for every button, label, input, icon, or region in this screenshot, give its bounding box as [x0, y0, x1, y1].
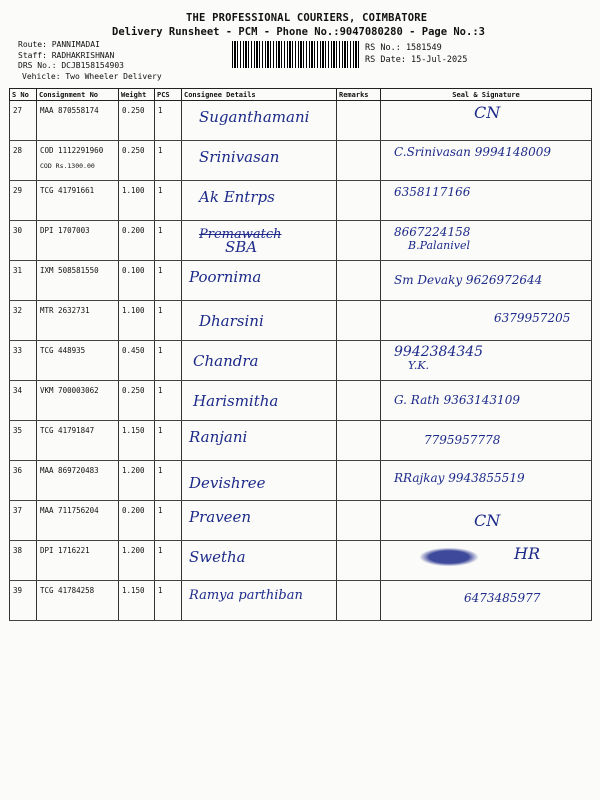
cell-pcs: 1: [155, 101, 182, 141]
cell-remarks: [337, 461, 381, 501]
cell-signature: [381, 261, 592, 301]
cell-sno: 30: [10, 221, 37, 261]
cell-signature: [381, 101, 592, 141]
col-remarks: Remarks: [337, 89, 381, 101]
consignee-name: Suganthamani: [199, 108, 310, 126]
consignee-name: Praveen: [189, 508, 252, 526]
cell-pcs: 1: [155, 141, 182, 181]
cell-signature: [381, 221, 592, 261]
cell-consignee: [182, 581, 337, 621]
consignee-name: Poornima: [189, 268, 262, 286]
staff-text: Staff: RADHAKRISHNAN: [18, 50, 115, 60]
cell-pcs: 1: [155, 181, 182, 221]
table-row: [10, 581, 592, 621]
runsheet-subtitle: Delivery Runsheet - PCM - Phone No.:9047080280 - Page No.:3: [112, 26, 485, 38]
barcode: [232, 41, 360, 68]
cell-sno: 33: [10, 341, 37, 381]
cell-signature: [381, 381, 592, 421]
cell-consignee: [182, 301, 337, 341]
cell-consignee: [182, 261, 337, 301]
cell-weight: 1.200: [119, 541, 155, 581]
cell-consignee: [182, 421, 337, 461]
cell-weight: 0.250: [119, 381, 155, 421]
cell-consignment: MAA 869720483: [37, 461, 119, 501]
cell-weight: 0.450: [119, 341, 155, 381]
cell-signature: [381, 301, 592, 341]
consignee-name: Devishree: [189, 474, 266, 492]
col-sno: S No: [10, 89, 37, 101]
consignee-name-struck: Premawatch: [199, 227, 282, 242]
header-left-block: [18, 40, 162, 82]
table-row: [10, 301, 592, 341]
cell-pcs: 1: [155, 301, 182, 341]
signature: CN: [474, 103, 501, 122]
cell-consignee: [182, 141, 337, 181]
cell-remarks: [337, 501, 381, 541]
cell-consignment: TCG 41784258: [37, 581, 119, 621]
rs-date: RS Date: 15-Jul-2025: [365, 55, 468, 65]
table-row: [10, 381, 592, 421]
cell-weight: 0.100: [119, 261, 155, 301]
cell-weight: 0.250: [119, 141, 155, 181]
cell-signature: [381, 181, 592, 221]
runsheet-table: [9, 88, 592, 621]
signature: Sm Devaky 9626972644: [394, 273, 543, 287]
cell-pcs: 1: [155, 461, 182, 501]
signature: C.Srinivasan 9994148009: [394, 145, 552, 159]
cell-consignee: [182, 381, 337, 421]
cell-weight: 0.250: [119, 101, 155, 141]
cell-weight: 1.100: [119, 181, 155, 221]
cell-weight: 1.150: [119, 581, 155, 621]
cell-weight: 1.150: [119, 421, 155, 461]
cell-remarks: [337, 141, 381, 181]
header-right-block: [365, 42, 467, 66]
cell-consignee: [182, 221, 337, 261]
signature-name: B.Palanivel: [408, 239, 470, 252]
cell-consignment: DPI 1707003: [37, 221, 119, 261]
cell-consignment: IXM 508581550: [37, 261, 119, 301]
cell-consignment: MTR 2632731: [37, 301, 119, 341]
col-signature: Seal & Signature: [381, 89, 592, 101]
col-pcs: PCS: [155, 89, 182, 101]
consignee-name: Ranjani: [189, 428, 248, 446]
cell-sno: 31: [10, 261, 37, 301]
cell-remarks: [337, 381, 381, 421]
consignee-name: Ramya parthiban: [189, 588, 303, 603]
table-row: [10, 141, 592, 181]
cell-weight: 0.200: [119, 501, 155, 541]
signature: 6379957205: [494, 311, 571, 325]
cell-remarks: [337, 581, 381, 621]
cell-signature: [381, 501, 592, 541]
company-title: THE PROFESSIONAL COURIERS, COIMBATORE: [186, 12, 428, 24]
consignee-name: Srinivasan: [199, 148, 280, 166]
signature: HR: [514, 544, 540, 563]
cell-remarks: [337, 181, 381, 221]
cell-signature: [381, 421, 592, 461]
cell-sno: 32: [10, 301, 37, 341]
cell-weight: 1.200: [119, 461, 155, 501]
cell-signature: [381, 141, 592, 181]
cell-sno: 34: [10, 381, 37, 421]
consignee-name: Dharsini: [199, 312, 264, 330]
cell-signature: [381, 461, 592, 501]
cell-signature: [381, 541, 592, 581]
rs-number: RS No.: 1581549: [365, 43, 442, 53]
col-consignee: Consignee Details: [182, 89, 337, 101]
cell-remarks: [337, 301, 381, 341]
cell-consignee: [182, 181, 337, 221]
cell-weight: 0.200: [119, 221, 155, 261]
cell-remarks: [337, 541, 381, 581]
cell-consignment: [37, 141, 119, 181]
table-row: [10, 181, 592, 221]
table-header-row: [10, 89, 592, 101]
consignee-name-alt: SBA: [225, 238, 258, 256]
col-consignment: Consignment No: [37, 89, 119, 101]
consignee-name: Ak Entrps: [199, 188, 275, 206]
cell-signature: [381, 341, 592, 381]
cell-consignment: TCG 41791661: [37, 181, 119, 221]
cell-sno: 37: [10, 501, 37, 541]
signature: 9942384345: [394, 344, 484, 360]
cell-consignment: DPI 1716221: [37, 541, 119, 581]
cell-signature: [381, 581, 592, 621]
cell-pcs: 1: [155, 221, 182, 261]
cell-pcs: 1: [155, 341, 182, 381]
cell-remarks: [337, 221, 381, 261]
signature: 6473485977: [464, 591, 541, 605]
signature: 6358117166: [394, 185, 471, 199]
signature: RRajkay 9943855519: [394, 471, 525, 485]
cell-sno: 36: [10, 461, 37, 501]
table-row: [10, 261, 592, 301]
cell-remarks: [337, 421, 381, 461]
cell-sno: 29: [10, 181, 37, 221]
signature: 8667224158: [394, 225, 471, 239]
cell-remarks: [337, 341, 381, 381]
cell-remarks: [337, 101, 381, 141]
vehicle-text: Vehicle: Two Wheeler Delivery: [22, 71, 162, 81]
cell-sno: 28: [10, 141, 37, 181]
cell-pcs: 1: [155, 381, 182, 421]
cell-consignment: TCG 448935: [37, 341, 119, 381]
drs-text: DRS No.: DCJB158154903: [18, 61, 124, 70]
signature-name: Y.K.: [408, 359, 430, 372]
cell-remarks: [337, 261, 381, 301]
cell-sno: 35: [10, 421, 37, 461]
cell-pcs: 1: [155, 421, 182, 461]
consignment-number: COD 1112291960: [40, 146, 104, 155]
table-row: [10, 501, 592, 541]
consignee-name: Harismitha: [193, 392, 279, 410]
signature: G. Rath 9363143109: [394, 393, 520, 407]
cell-consignment: TCG 41791847: [37, 421, 119, 461]
cell-pcs: 1: [155, 581, 182, 621]
cell-sno: 38: [10, 541, 37, 581]
cell-pcs: 1: [155, 541, 182, 581]
signature-scribble: [414, 546, 484, 568]
table-row: [10, 421, 592, 461]
cell-pcs: 1: [155, 261, 182, 301]
consignee-name: Chandra: [193, 352, 259, 370]
cell-consignment: MAA 711756204: [37, 501, 119, 541]
cell-weight: 1.100: [119, 301, 155, 341]
cell-sno: 27: [10, 101, 37, 141]
signature: 7795957778: [424, 433, 501, 447]
consignee-name: Swetha: [189, 548, 246, 566]
table-row: [10, 221, 592, 261]
table-row: [10, 341, 592, 381]
cell-sno: 39: [10, 581, 37, 621]
cell-consignee: [182, 341, 337, 381]
col-weight: Weight: [119, 89, 155, 101]
cell-consignee: [182, 101, 337, 141]
cell-consignment: MAA 870558174: [37, 101, 119, 141]
route-text: Route: PANNIMADAI: [18, 40, 100, 49]
signature: CN: [474, 511, 501, 530]
cell-consignment: VKM 700003062: [37, 381, 119, 421]
cell-pcs: 1: [155, 501, 182, 541]
cell-consignee: [182, 461, 337, 501]
table-row: [10, 541, 592, 581]
cod-amount: COD Rs.1300.00: [40, 162, 95, 170]
cell-consignee: [182, 541, 337, 581]
table-row: [10, 461, 592, 501]
table-row: [10, 101, 592, 141]
cell-consignee: [182, 501, 337, 541]
